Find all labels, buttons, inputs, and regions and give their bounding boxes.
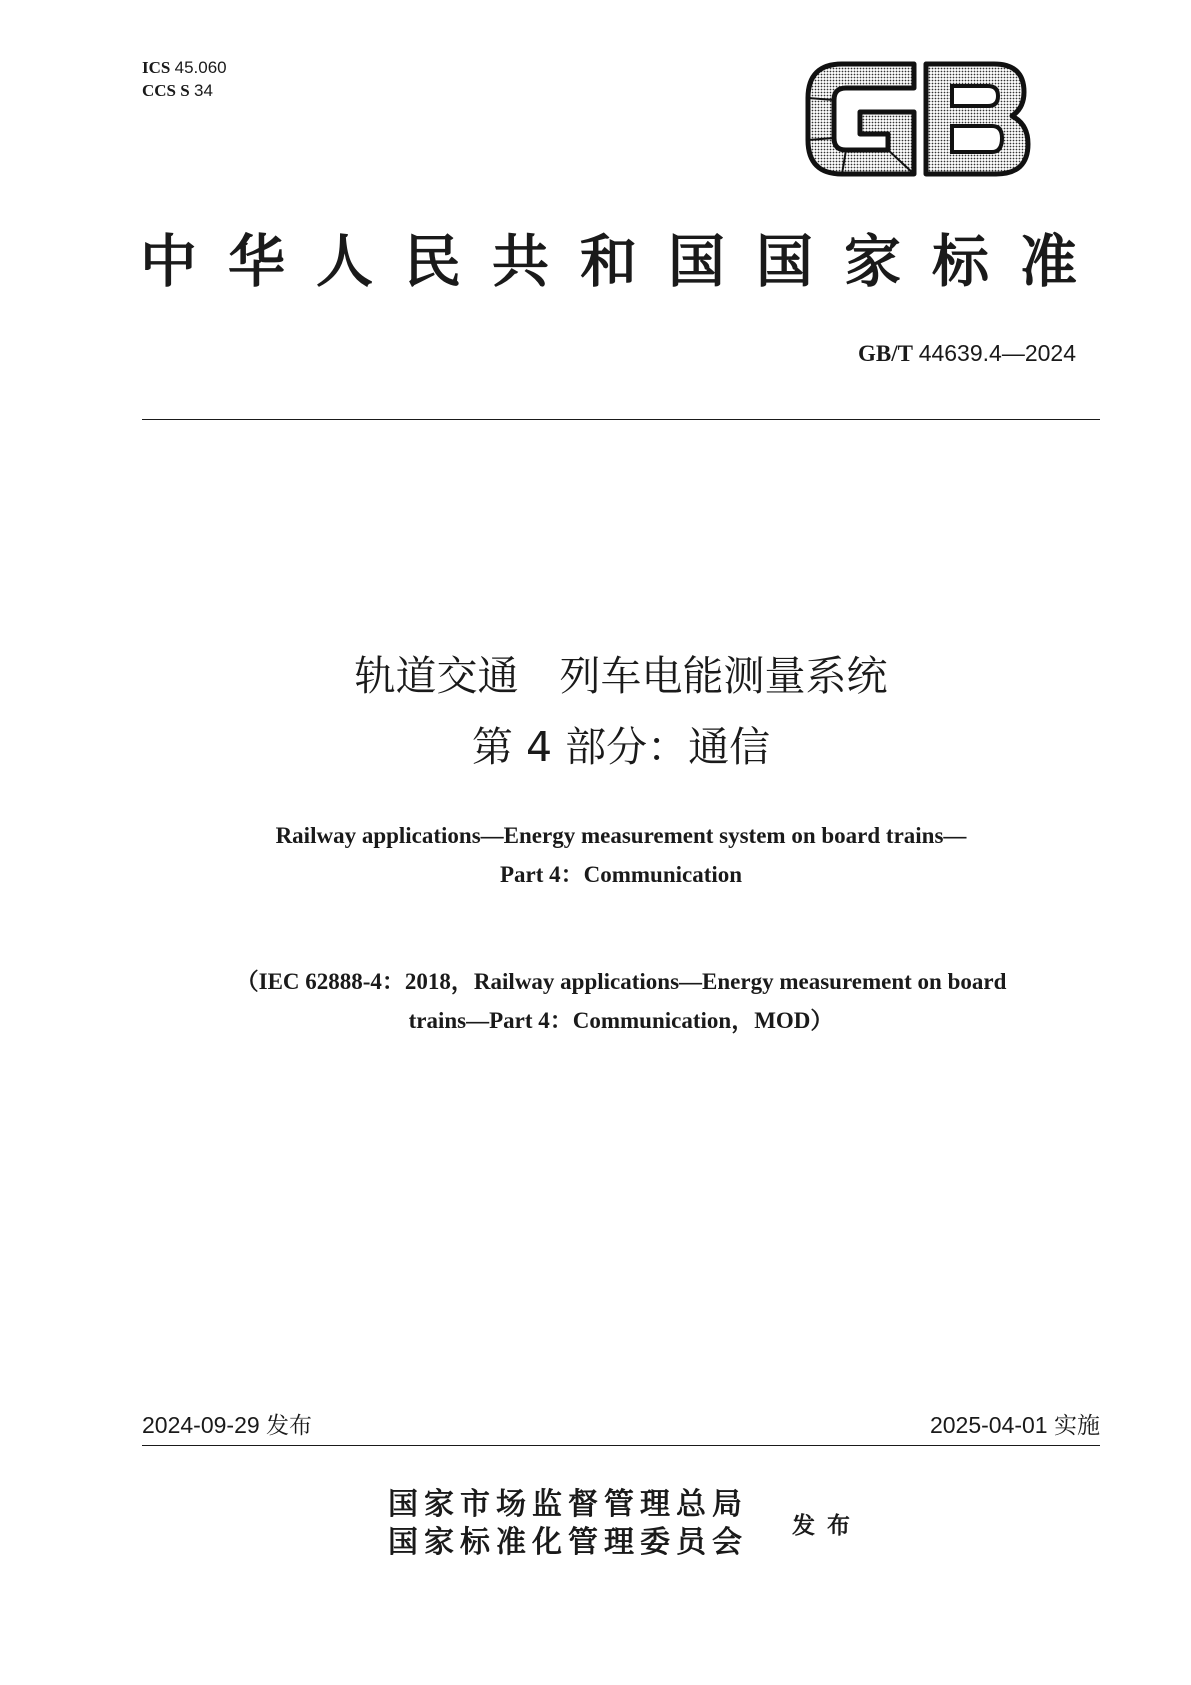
iec-reference-line1: （IEC 62888-4：2018，Railway applications—Energy measurement on board (235, 969, 1007, 994)
standard-number (858, 340, 1076, 367)
ics-code: 45.060 (174, 58, 227, 77)
gb-logo-letter-g (808, 64, 914, 174)
standard-number-prefix: GB/T (857, 341, 913, 366)
issuer-sac: 国家标准化管理委员会 (388, 1525, 748, 1560)
iec-reference-line2: trains—Part 4：Communication，MOD） (408, 1008, 834, 1033)
ccs-line (142, 79, 227, 102)
gb-logo-letter-b (926, 64, 1028, 174)
title-en-line1: Railway applications—Energy measurement system on board trains— (275, 823, 967, 848)
issuing-organizations (388, 1486, 748, 1562)
issue-date: 2024-09-29 发布 (142, 1412, 313, 1438)
bottom-divider (142, 1445, 1100, 1446)
ics-label: ICS (142, 58, 171, 77)
title-zh-line1: 轨道交通 列车电能测量系统 (354, 652, 888, 700)
top-divider (142, 419, 1100, 420)
ccs-label: CCS (142, 81, 177, 100)
standard-number-value: 44639.4—2024 (918, 340, 1076, 366)
implementation-date: 2025-04-01 实施 (929, 1412, 1100, 1438)
title-en-line2: Part 4：Communication (499, 862, 743, 887)
classification-codes (142, 56, 227, 102)
issue-action: 发布 (792, 1512, 862, 1539)
issuer-samr: 国家市场监督管理总局 (388, 1487, 748, 1522)
ccs-number: 34 (193, 81, 213, 100)
title-zh-line2: 第 4 部分：通信 (471, 723, 771, 771)
ccs-letter: S (180, 81, 190, 100)
gb-logo (802, 58, 1034, 180)
ics-line (142, 56, 227, 79)
national-standard-title: 中华人民共和国国家标准 (140, 228, 1108, 295)
